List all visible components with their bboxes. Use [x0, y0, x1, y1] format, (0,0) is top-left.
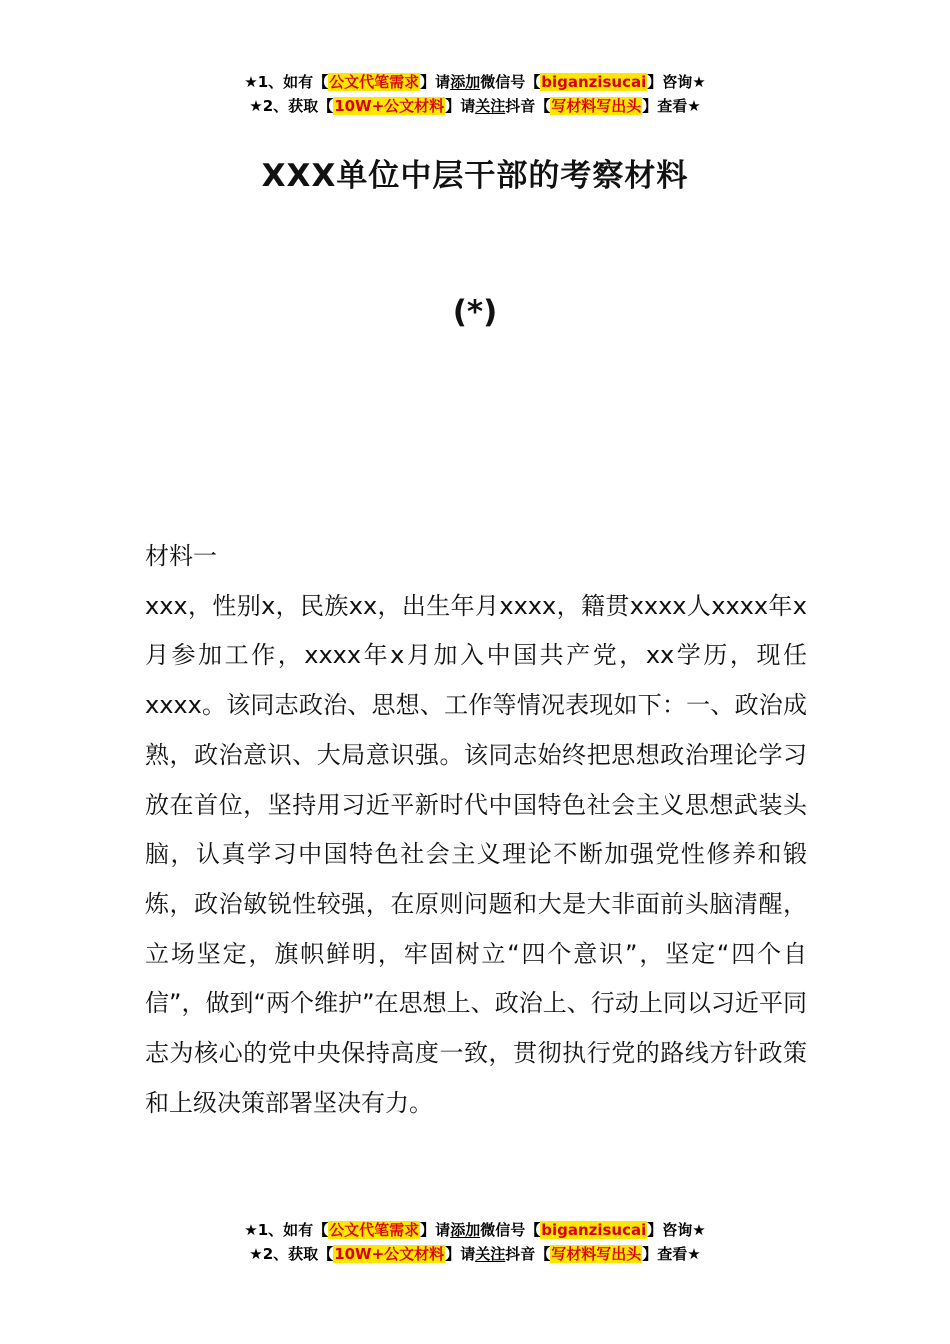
banner-line-2: ★2、获取【10W+公文材料】请关注抖音【写材料写出头】查看★	[249, 97, 701, 115]
highlight-service: 公文代笔需求	[329, 73, 420, 91]
body-paragraph: xxx，性别x，民族xx，出生年月xxxx，籍贯xxxx人xxxx年x月参加工作，xxxx年x月加入中国共产党，xx学历，现任xxxx。该同志政治、思想、工作等情况表现如下：一、政治成熟，政治意识、大局意识强。该同志始终把思想政治理论学习放在首位，坚持用习近平新时代中国特色社会主义思想武装头脑，认真学习中国特色社会主义理论不断加强党性修养和锻炼，政治敏锐性较强，在原则问题和大是大非面前头脑清醒，立场坚定，旗帜鲜明，牢固树立“四个意识”，坚定“四个自信”，做到“两个维护”在思想上、政治上、行动上同以习近平同志为核心的党中央保持高度一致，贯彻执行党的路线方针政策和上级决策部署坚决有力。	[145, 591, 807, 1117]
highlight-douyin: 写材料写出头	[551, 97, 642, 115]
header-banner	[0, 70, 950, 118]
highlight-materials: 10W+公文材料	[334, 1245, 445, 1263]
banner-line-1: ★1、如有【公文代笔需求】请添加微信号【biganzisucai】咨询★	[244, 73, 706, 91]
highlight-wechat-id: biganzisucai	[541, 73, 647, 91]
document-body	[145, 532, 807, 1128]
banner-line-1: ★1、如有【公文代笔需求】请添加微信号【biganzisucai】咨询★	[244, 1221, 706, 1239]
highlight-materials: 10W+公文材料	[334, 97, 445, 115]
banner-line-2: ★2、获取【10W+公文材料】请关注抖音【写材料写出头】查看★	[249, 1245, 701, 1263]
document-author: (*)	[452, 294, 498, 330]
document-title: XXX单位中层干部的考察材料	[261, 158, 689, 194]
highlight-service: 公文代笔需求	[329, 1221, 420, 1239]
highlight-wechat-id: biganzisucai	[541, 1221, 647, 1239]
footer-banner	[0, 1218, 950, 1266]
section-label: 材料一	[145, 542, 217, 570]
highlight-douyin: 写材料写出头	[551, 1245, 642, 1263]
